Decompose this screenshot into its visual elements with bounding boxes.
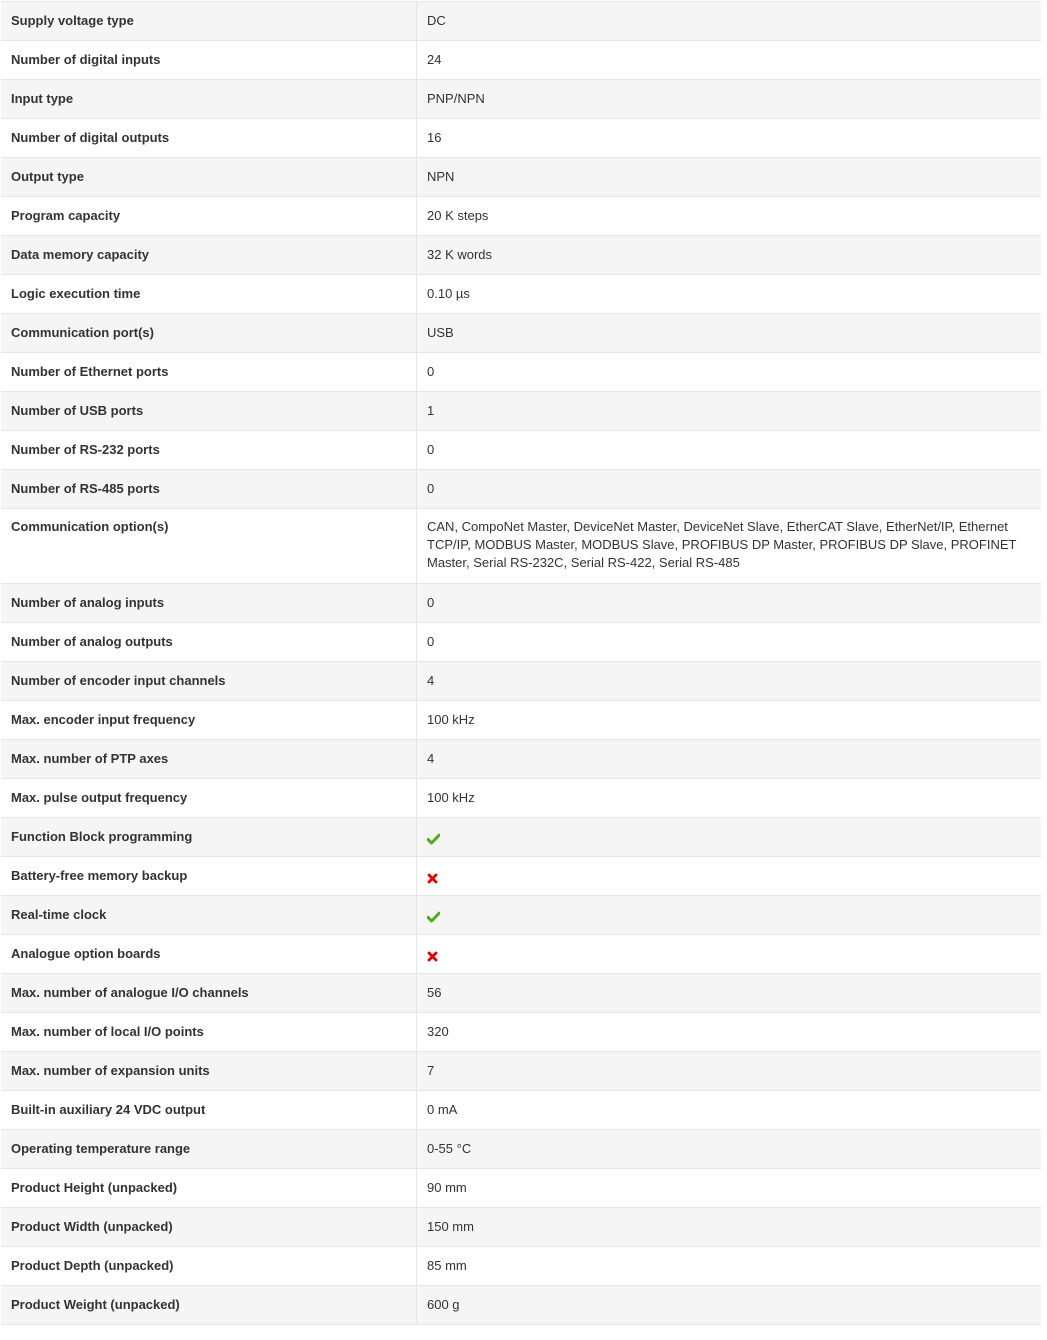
spec-value: 0 — [417, 470, 1042, 509]
spec-row — [1, 1169, 1041, 1208]
spec-label: Max. number of local I/O points — [1, 1013, 417, 1052]
spec-value: 150 mm — [417, 1208, 1042, 1247]
spec-value: 16 — [417, 119, 1042, 158]
spec-label: Supply voltage type — [1, 2, 417, 41]
spec-value: 24 — [417, 41, 1042, 80]
spec-row — [1, 470, 1041, 509]
spec-row — [1, 1247, 1041, 1286]
spec-label: Max. number of PTP axes — [1, 740, 417, 779]
spec-value: 90 mm — [417, 1169, 1042, 1208]
spec-row — [1, 818, 1041, 857]
spec-row — [1, 353, 1041, 392]
spec-value: 56 — [417, 974, 1042, 1013]
spec-label: Program capacity — [1, 197, 417, 236]
spec-value: 0 — [417, 584, 1042, 623]
spec-row — [1, 236, 1041, 275]
check-icon — [427, 910, 440, 922]
spec-label: Operating temperature range — [1, 1130, 417, 1169]
spec-value: DC — [417, 2, 1042, 41]
spec-label: Max. number of analogue I/O channels — [1, 974, 417, 1013]
spec-label: Logic execution time — [1, 275, 417, 314]
spec-label: Output type — [1, 158, 417, 197]
spec-value — [417, 857, 1042, 896]
spec-value: 32 K words — [417, 236, 1042, 275]
spec-value: NPN — [417, 158, 1042, 197]
spec-label: Max. encoder input frequency — [1, 701, 417, 740]
spec-label: Communication option(s) — [1, 509, 417, 584]
spec-label: Product Height (unpacked) — [1, 1169, 417, 1208]
spec-row — [1, 623, 1041, 662]
spec-value: 0 mA — [417, 1091, 1042, 1130]
spec-label: Number of digital inputs — [1, 41, 417, 80]
spec-value: 1 — [417, 392, 1042, 431]
spec-row — [1, 1286, 1041, 1325]
spec-label: Product Depth (unpacked) — [1, 1247, 417, 1286]
spec-value: 0 — [417, 431, 1042, 470]
spec-label: Number of Ethernet ports — [1, 353, 417, 392]
spec-row — [1, 431, 1041, 470]
spec-label: Built-in auxiliary 24 VDC output — [1, 1091, 417, 1130]
spec-value: 100 kHz — [417, 701, 1042, 740]
spec-label: Number of RS-485 ports — [1, 470, 417, 509]
spec-row — [1, 275, 1041, 314]
specifications-table — [1, 1, 1041, 1325]
spec-row — [1, 1013, 1041, 1052]
spec-value: 4 — [417, 662, 1042, 701]
spec-label: Product Weight (unpacked) — [1, 1286, 417, 1325]
spec-label: Number of analog inputs — [1, 584, 417, 623]
spec-label: Product Width (unpacked) — [1, 1208, 417, 1247]
spec-row — [1, 779, 1041, 818]
spec-value: 100 kHz — [417, 779, 1042, 818]
spec-label: Communication port(s) — [1, 314, 417, 353]
spec-label: Battery-free memory backup — [1, 857, 417, 896]
spec-row — [1, 857, 1041, 896]
spec-row — [1, 740, 1041, 779]
spec-row — [1, 1052, 1041, 1091]
spec-row — [1, 80, 1041, 119]
spec-value: 7 — [417, 1052, 1042, 1091]
spec-value: PNP/NPN — [417, 80, 1042, 119]
spec-label: Max. pulse output frequency — [1, 779, 417, 818]
spec-row — [1, 1130, 1041, 1169]
spec-value: 0-55 °C — [417, 1130, 1042, 1169]
spec-value — [417, 818, 1042, 857]
spec-label: Function Block programming — [1, 818, 417, 857]
spec-label: Number of RS-232 ports — [1, 431, 417, 470]
spec-label: Real-time clock — [1, 896, 417, 935]
spec-label: Number of analog outputs — [1, 623, 417, 662]
spec-row — [1, 584, 1041, 623]
spec-row — [1, 2, 1041, 41]
spec-value: 0 — [417, 623, 1042, 662]
spec-label: Analogue option boards — [1, 935, 417, 974]
spec-row — [1, 662, 1041, 701]
spec-value — [417, 935, 1042, 974]
spec-row — [1, 392, 1041, 431]
spec-row — [1, 974, 1041, 1013]
spec-value: USB — [417, 314, 1042, 353]
spec-row — [1, 509, 1041, 584]
spec-row — [1, 701, 1041, 740]
spec-value: 4 — [417, 740, 1042, 779]
spec-label: Input type — [1, 80, 417, 119]
cross-icon — [427, 871, 438, 882]
spec-row — [1, 1208, 1041, 1247]
spec-row — [1, 197, 1041, 236]
spec-row — [1, 41, 1041, 80]
spec-value: 85 mm — [417, 1247, 1042, 1286]
spec-label: Data memory capacity — [1, 236, 417, 275]
spec-value: 600 g — [417, 1286, 1042, 1325]
spec-row — [1, 1091, 1041, 1130]
spec-row — [1, 119, 1041, 158]
check-icon — [427, 832, 440, 844]
spec-label: Number of encoder input channels — [1, 662, 417, 701]
spec-value: 0.10 µs — [417, 275, 1042, 314]
spec-value: CAN, CompoNet Master, DeviceNet Master, DeviceNet Slave, EtherCAT Slave, EtherNet/IP, Ethernet TCP/IP, MODBUS Master, MODBUS Slave, PROFIBUS DP Master, PROFIBUS DP Slave, PROFINET Master, Serial RS-232C, Serial RS-422, Serial RS-485 — [417, 509, 1042, 584]
spec-label: Number of digital outputs — [1, 119, 417, 158]
spec-row — [1, 896, 1041, 935]
spec-row — [1, 314, 1041, 353]
spec-label: Number of USB ports — [1, 392, 417, 431]
spec-value: 0 — [417, 353, 1042, 392]
spec-row — [1, 935, 1041, 974]
spec-value — [417, 896, 1042, 935]
spec-label: Max. number of expansion units — [1, 1052, 417, 1091]
specifications-table-body — [1, 2, 1041, 1325]
spec-row — [1, 158, 1041, 197]
spec-value: 20 K steps — [417, 197, 1042, 236]
cross-icon — [427, 949, 438, 960]
spec-value: 320 — [417, 1013, 1042, 1052]
